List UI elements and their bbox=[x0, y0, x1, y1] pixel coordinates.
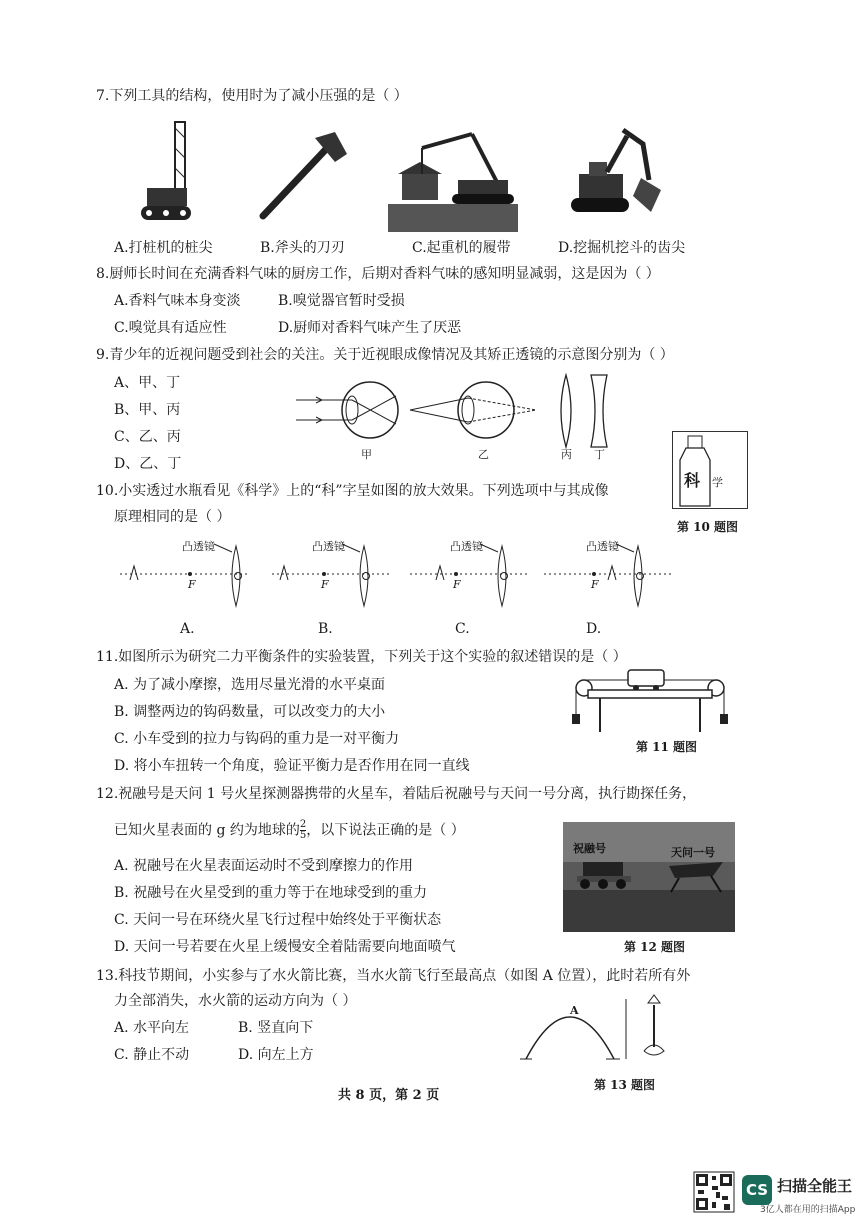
q9-option-c: C、乙、丙 bbox=[114, 429, 181, 445]
q12-option-b: B. 祝融号在火星受到的重力等于在地球受到的重力 bbox=[114, 885, 428, 901]
q12-option-c: C. 天问一号在环绕火星飞行过程中始终处于平衡状态 bbox=[114, 912, 442, 928]
label-ding: 丁 bbox=[594, 448, 605, 461]
q10-option-d: D. bbox=[586, 621, 602, 637]
brand-name: 扫描全能王 bbox=[777, 1177, 853, 1195]
q7-option-d: D.挖掘机挖斗的齿尖 bbox=[558, 240, 686, 256]
photo-label-zhurong: 祝融号 bbox=[573, 842, 606, 855]
brand-tagline: 3亿人都在用的扫描App bbox=[760, 1205, 856, 1215]
q9-stem: 9.青少年的近视问题受到社会的关注。关于近视眼成像情况及其矫正透镜的示意图分别为（ ） bbox=[96, 347, 674, 363]
lens-label-d: 凸透镜 bbox=[586, 540, 619, 553]
q12-option-a: A. 祝融号在火星表面运动时不受到摩擦力的作用 bbox=[114, 858, 414, 874]
q7-stem: 7.下列工具的结构，使用时为了减小压强的是（ ） bbox=[96, 88, 408, 104]
q10-option-c: C. bbox=[455, 621, 470, 637]
point-a-label: A bbox=[570, 1004, 579, 1017]
q12-stem-line1: 12.祝融号是天问 1 号火星探测器携带的火星车，着陆后祝融号与天问一号分离，执行勘探任务， bbox=[96, 786, 697, 802]
eye-diagram-yi bbox=[410, 380, 550, 440]
focus-label-b: F bbox=[321, 578, 329, 591]
q11-stem: 11.如图所示为研究二力平衡条件的实验装置，下列关于这个实验的叙述错误的是（ ） bbox=[96, 649, 627, 665]
q12-stem-pre: 已知火星表面的 g 约为地球的 bbox=[114, 822, 300, 839]
bottle-magnified-char: 科 bbox=[684, 471, 701, 490]
focus-label-d: F bbox=[591, 578, 599, 591]
camscanner-logo-icon: CS bbox=[742, 1175, 772, 1205]
q13-option-a: A. 水平向左 bbox=[114, 1020, 190, 1036]
q12-figure-caption: 第 12 题图 bbox=[624, 940, 686, 954]
q8-stem: 8.厨师长时间在充满香料气味的厨房工作，后期对香料气味的感知明显减弱，这是因为（ ） bbox=[96, 266, 660, 282]
concave-lens-ding bbox=[590, 375, 608, 447]
q8-option-c: C.嗅觉具有适应性 bbox=[114, 320, 227, 336]
label-yi: 乙 bbox=[478, 448, 489, 461]
q9-option-a: A、甲、丁 bbox=[114, 375, 181, 391]
q12-stem-post: ，以下说法正确的是（ ） bbox=[306, 822, 465, 839]
q12-option-d: D. 天问一号若要在火星上缓慢安全着陆需要向地面喷气 bbox=[114, 939, 456, 955]
q13-stem-line1: 13.科技节期间，小实参与了水火箭比赛，当水火箭飞行至最高点（如图 A 位置），此时若所有外 bbox=[96, 968, 691, 984]
q8-option-a: A.香料气味本身变淡 bbox=[114, 293, 241, 309]
q7-option-c: C.起重机的履带 bbox=[412, 240, 511, 256]
q8-option-b: B.嗅觉器官暂时受损 bbox=[278, 293, 405, 309]
q9-option-d: D、乙、丁 bbox=[114, 456, 182, 472]
focus-label-c: F bbox=[453, 578, 461, 591]
photo-label-tianwen: 天问一号 bbox=[671, 846, 715, 859]
label-bing: 丙 bbox=[561, 448, 572, 461]
q13-option-c: C. 静止不动 bbox=[114, 1047, 190, 1063]
q10-option-b: B. bbox=[318, 621, 333, 637]
pile-driver-image bbox=[135, 118, 195, 226]
q11-option-a: A. 为了减小摩擦，选用尽量光滑的水平桌面 bbox=[114, 677, 386, 693]
lens-label-b: 凸透镜 bbox=[312, 540, 345, 553]
q7-option-a: A.打桩机的桩尖 bbox=[114, 240, 213, 256]
lens-label-c: 凸透镜 bbox=[450, 540, 483, 553]
q13-stem-line2: 力全部消失，水火箭的运动方向为（ ） bbox=[114, 993, 357, 1009]
q7-option-b: B.斧头的刀刃 bbox=[260, 240, 345, 256]
axe-image bbox=[255, 132, 350, 220]
rocket-trajectory-diagram bbox=[520, 995, 680, 1063]
q11-option-c: C. 小车受到的拉力与钩码的重力是一对平衡力 bbox=[114, 731, 400, 747]
crane-image bbox=[388, 130, 518, 232]
q8-option-d: D.厨师对香料气味产生了厌恶 bbox=[278, 320, 462, 336]
qr-code-icon bbox=[694, 1172, 734, 1212]
excavator-image bbox=[563, 130, 663, 226]
convex-lens-bing bbox=[558, 375, 574, 447]
q10-option-a: A. bbox=[180, 621, 195, 637]
balance-apparatus-image bbox=[570, 668, 730, 736]
q11-option-b: B. 调整两边的钩码数量，可以改变力的大小 bbox=[114, 704, 386, 720]
mars-rover-photo bbox=[563, 822, 735, 932]
label-jia: 甲 bbox=[361, 448, 372, 461]
q13-figure-caption: 第 13 题图 bbox=[594, 1078, 656, 1092]
q13-option-b: B. 竖直向下 bbox=[238, 1020, 314, 1036]
lens-label-a: 凸透镜 bbox=[182, 540, 215, 553]
eye-diagram-jia bbox=[296, 380, 406, 440]
fraction-two-fifths: $\frac{2}{5}$ bbox=[299, 819, 307, 841]
focus-label-a: F bbox=[188, 578, 196, 591]
q10-figure-caption: 第 10 题图 bbox=[677, 520, 739, 534]
q10-stem-line1: 10.小实透过水瓶看见《科学》上的“科”字呈如图的放大效果。下列选项中与其成像 bbox=[96, 483, 609, 499]
q10-stem-line2: 原理相同的是（ ） bbox=[114, 509, 231, 525]
q11-option-d: D. 将小车扭转一个角度，验证平衡力是否作用在同一直线 bbox=[114, 758, 470, 774]
page-number: 共 8 页，第 2 页 bbox=[338, 1088, 440, 1103]
book-char: 学 bbox=[712, 476, 723, 489]
q13-option-d: D. 向左上方 bbox=[238, 1047, 314, 1063]
q9-option-b: B、甲、丙 bbox=[114, 402, 181, 418]
q11-figure-caption: 第 11 题图 bbox=[636, 740, 698, 754]
q12-stem-line2 bbox=[114, 820, 465, 841]
